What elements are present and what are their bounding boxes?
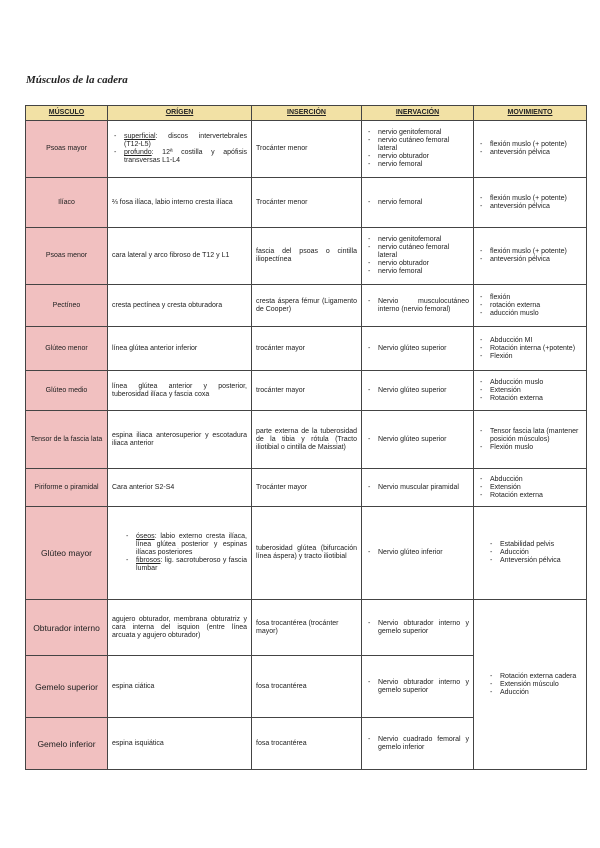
origin-cell: ⅔ fosa ilíaca, labio interno cresta ilíaca [108,178,252,228]
page-title: Músculos de la cadera [26,74,128,86]
origin-text: : 12ª costilla y apófisis transversas L1-L4 [124,149,247,164]
origin-cell [108,121,252,178]
origin-text: : discos intervertebrales (T12-L5) [124,133,247,148]
movement-item: - anteversión pélvica [490,256,582,264]
movement-item: - flexión muslo (+ potente) [490,141,582,149]
movement-cell [474,507,587,600]
origin-cell: agujero obturador, membrana obturatriz y cara interna del isquion (entre línea arcuata y agujero obturador) [108,600,252,656]
innervation-item: - Nervio cuadrado femoral y gemelo inferior [378,736,469,752]
innervation-cell [362,285,474,327]
origin-cell: Cara anterior S2-S4 [108,469,252,507]
innervation-item: - Nervio glúteo inferior [378,549,469,557]
innervation-cell [362,371,474,411]
insertion-cell: fosa trocantérea [252,718,362,770]
muscle-name: Glúteo medio [26,371,108,411]
header-insercion: INSERCIÓN [252,106,362,121]
insertion-cell: trocánter mayor [252,371,362,411]
movement-item: - Estabilidad pelvis [500,541,582,549]
movement-cell [474,178,587,228]
innervation-item: - Nervio muscular piramidal [378,484,469,492]
innervation-cell [362,411,474,469]
movement-item: - Rotación interna (+potente) [490,345,582,353]
movement-cell [474,121,587,178]
movement-item: - flexión muslo (+ potente) [490,248,582,256]
movement-cell [474,371,587,411]
origin-cell: línea glútea anterior y posterior, tuberosidad ilíaca y fascia coxa [108,371,252,411]
muscle-name: Ilíaco [26,178,108,228]
muscle-name: Gemelo superior [26,656,108,718]
movement-item: - Flexión muslo [490,444,582,452]
movement-item: - Aducción [500,549,582,557]
origin-cell: espina iliaca anterosuperior y escotadura iliaca anterior [108,411,252,469]
movement-item: - Abducción MI [490,337,582,345]
header-origen: ORÍGEN [108,106,252,121]
movement-cell [474,228,587,285]
muscle-name: Psoas menor [26,228,108,285]
innervation-item: - Nervio glúteo superior [378,436,469,444]
movement-item: - Rotación externa [490,395,582,403]
movement-item: - rotación externa [490,302,582,310]
origin-label: superficial [124,133,156,140]
muscle-name: Glúteo mayor [26,507,108,600]
insertion-cell: Trocánter menor [252,121,362,178]
innervation-item: - nervio femoral [378,161,469,169]
insertion-cell: trocánter mayor [252,327,362,371]
origin-cell: línea glútea anterior inferior [108,327,252,371]
insertion-cell: Trocánter menor [252,178,362,228]
innervation-item: - Nervio obturador interno y gemelo superior [378,679,469,695]
insertion-cell: fosa trocantérea [252,656,362,718]
table-row [26,327,587,371]
table-row [26,285,587,327]
movement-item: - anteversión pélvica [490,149,582,157]
movement-item: - Extensión [490,387,582,395]
muscle-table [25,105,587,770]
insertion-cell: cresta áspera fémur (Ligamento de Cooper) [252,285,362,327]
movement-item: - Rotación externa cadera [500,673,582,681]
insertion-cell: fosa trocantérea (trocánter mayor) [252,600,362,656]
muscle-name: Obturador interno [26,600,108,656]
innervation-cell [362,718,474,770]
table-row [26,469,587,507]
innervation-item: - nervio genitofemoral [378,236,469,244]
innervation-item: - Nervio obturador interno y gemelo superior [378,620,469,636]
movement-item: - Extensión [490,484,582,492]
movement-item: - Flexión [490,353,582,361]
origin-cell: cara lateral y arco fibroso de T12 y L1 [108,228,252,285]
origin-cell [108,507,252,600]
innervation-item: - Nervio glúteo superior [378,387,469,395]
muscle-name: Piriforme o piramidal [26,469,108,507]
movement-item: - Tensor fascia lata (mantener posición músculos) [490,428,582,444]
movement-cell [474,327,587,371]
innervation-cell [362,656,474,718]
muscle-name: Pectíneo [26,285,108,327]
movement-item: - Extensión músculo [500,681,582,689]
origin-text: : lig. sacrotuberoso y fascia lumbar [136,557,247,572]
innervation-item: - nervio obturador [378,153,469,161]
movement-item: - anteversión pélvica [490,203,582,211]
origin-text: : labio externo cresta ilíaca, línea glútea posterior y espinas ilíacas posteriores [136,533,247,556]
table-header-row [26,106,587,121]
innervation-item: - nervio femoral [378,268,469,276]
innervation-item: - Nervio glúteo superior [378,345,469,353]
movement-cell-shared [474,600,587,770]
movement-item: - Abducción [490,476,582,484]
muscle-name: Tensor de la fascia lata [26,411,108,469]
innervation-cell [362,469,474,507]
innervation-item: - nervio cutáneo femoral lateral [378,137,469,153]
innervation-item: - nervio cutáneo femoral lateral [378,244,469,260]
muscle-name: Glúteo menor [26,327,108,371]
muscle-name: Gemelo inferior [26,718,108,770]
innervation-cell [362,600,474,656]
origin-cell: espina isquiática [108,718,252,770]
insertion-cell: Trocánter mayor [252,469,362,507]
innervation-item: - nervio obturador [378,260,469,268]
header-musculo: MÚSCULO [26,106,108,121]
movement-item: - Aducción [500,689,582,697]
origin-cell: cresta pectínea y cresta obturadora [108,285,252,327]
innervation-item: - nervio femoral [378,199,469,207]
origin-label: profundo [124,149,152,156]
header-inervacion: INERVACIÓN [362,106,474,121]
table-row [26,228,587,285]
innervation-cell [362,507,474,600]
table-row [26,411,587,469]
movement-item: - Abducción muslo [490,379,582,387]
muscle-name: Psoas mayor [26,121,108,178]
table-row [26,178,587,228]
movement-item: - Anteversión pélvica [500,557,582,565]
movement-item: - Rotación externa [490,492,582,500]
innervation-cell [362,327,474,371]
header-movimiento: MOVIMIENTO [474,106,587,121]
insertion-cell: tuberosidad glútea (bifurcación línea áspera) y tracto iliotibial [252,507,362,600]
insertion-cell: parte externa de la tuberosidad de la tibia y rótula (Tracto iliotibial o cintilla de Maissiat) [252,411,362,469]
table-row [26,371,587,411]
origin-label: óseos [136,533,155,540]
table-row [26,507,587,600]
innervation-item: - Nervio musculocutáneo interno (nervio femoral) [378,298,469,314]
movement-cell [474,469,587,507]
movement-item: - flexión [490,294,582,302]
movement-cell [474,411,587,469]
table-row [26,600,587,656]
innervation-item: - nervio genitofemoral [378,129,469,137]
movement-item: - flexión muslo (+ potente) [490,195,582,203]
table-row [26,121,587,178]
movement-item: - aducción muslo [490,310,582,318]
innervation-cell [362,228,474,285]
origin-cell: espina ciática [108,656,252,718]
insertion-cell: fascia del psoas o cintilla iliopectínea [252,228,362,285]
innervation-cell [362,121,474,178]
innervation-cell [362,178,474,228]
movement-cell [474,285,587,327]
origin-label: fibrosos [136,557,161,564]
